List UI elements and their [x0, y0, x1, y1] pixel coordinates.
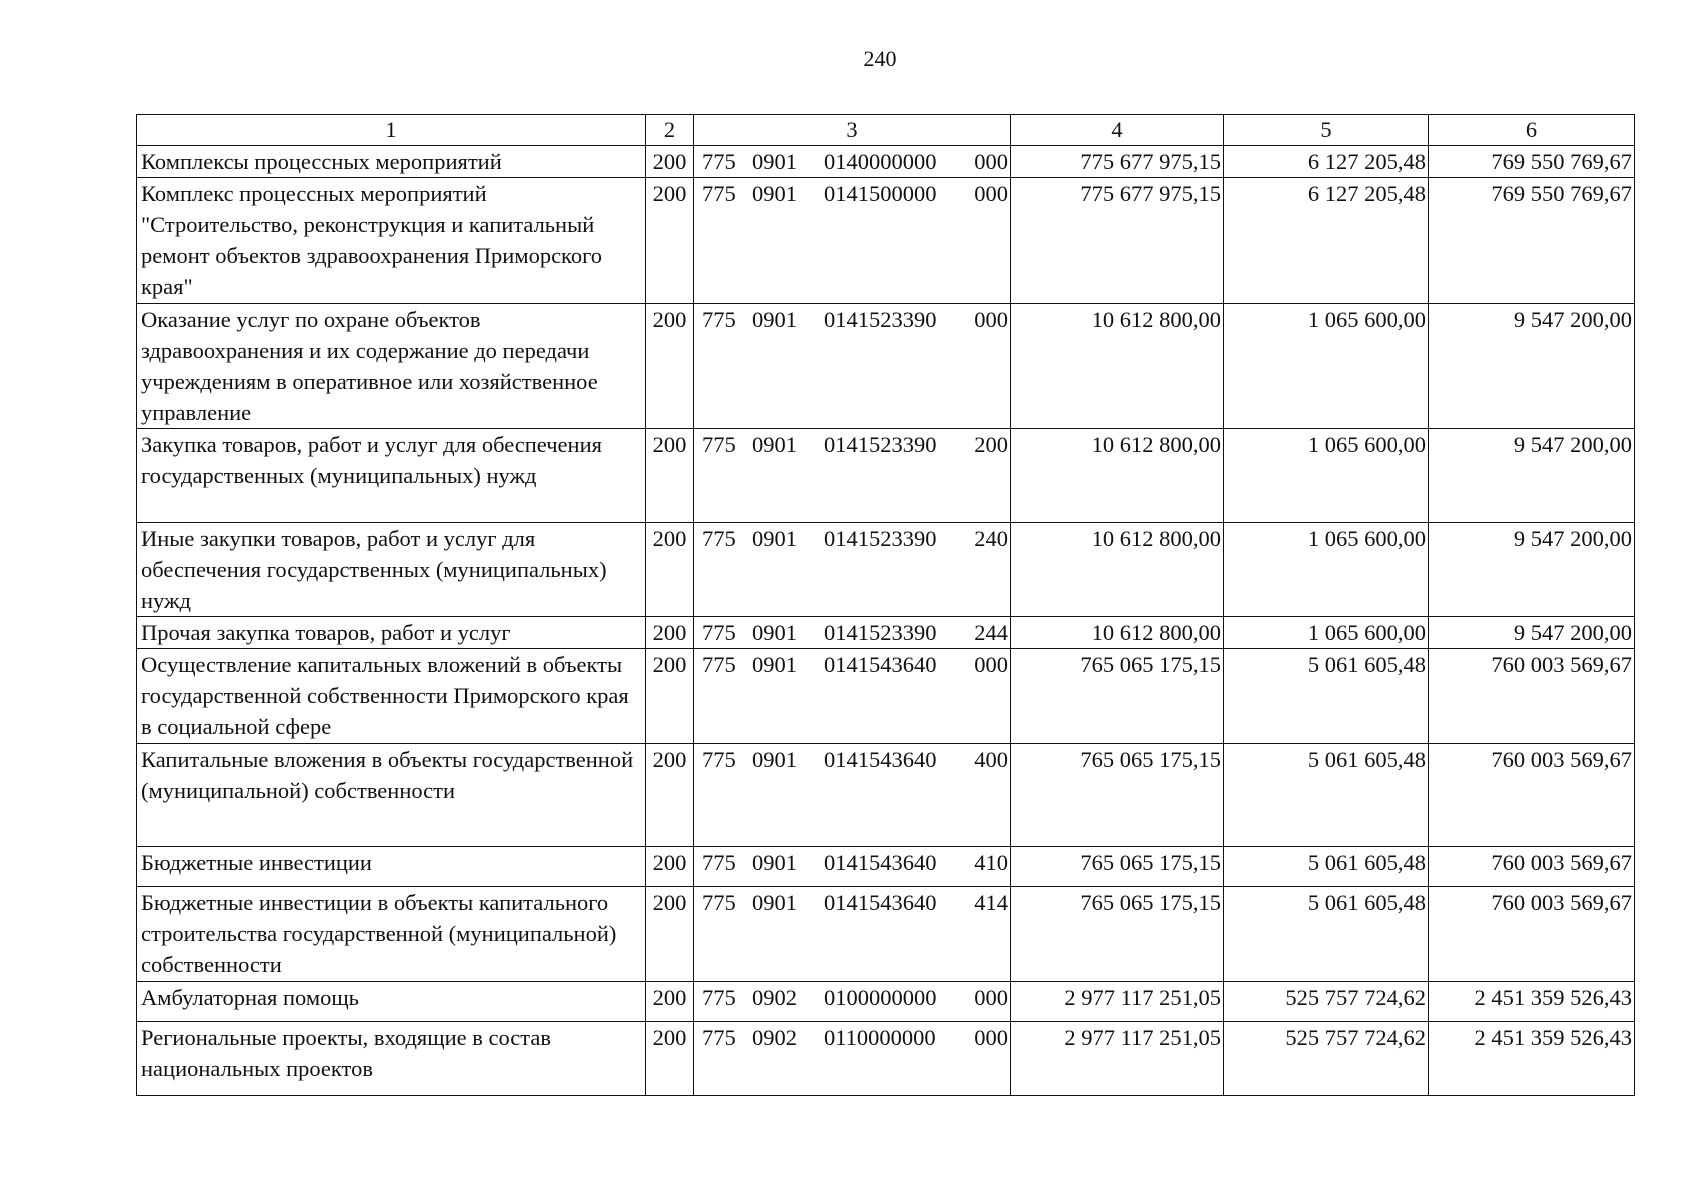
row-col6: 760 003 569,67 — [1429, 649, 1635, 744]
row-name: Капитальные вложения в объекты государственной (муниципальной) собственности — [137, 744, 646, 847]
row-name: Региональные проекты, входящие в состав национальных проектов — [137, 1022, 646, 1096]
row-col5: 525 757 724,62 — [1224, 1022, 1429, 1096]
row-col6: 769 550 769,67 — [1429, 178, 1635, 304]
code-a: 775 — [702, 985, 736, 1010]
page-number: 240 — [863, 46, 897, 71]
row-col5: 525 757 724,62 — [1224, 982, 1429, 1022]
code-a: 775 — [702, 149, 736, 174]
row-col6: 2 451 359 526,43 — [1429, 982, 1635, 1022]
row-col4: 765 065 175,15 — [1011, 744, 1224, 847]
header-cell: 2 — [646, 115, 694, 146]
row-col5: 1 065 600,00 — [1224, 523, 1429, 617]
row-codes — [694, 982, 1011, 1022]
row-col2: 200 — [646, 178, 694, 304]
row-col5: 5 061 605,48 — [1224, 887, 1429, 982]
code-c: 0141500000 — [824, 181, 937, 206]
code-c: 0141523390 — [824, 307, 937, 332]
code-c: 0110000000 — [824, 1025, 936, 1050]
code-d: 000 — [974, 149, 1008, 174]
header-cell: 4 — [1011, 115, 1224, 146]
code-d: 000 — [974, 307, 1008, 332]
row-col4: 2 977 117 251,05 — [1011, 1022, 1224, 1096]
row-col2: 200 — [646, 617, 694, 649]
table-row — [137, 649, 1635, 744]
row-col2: 200 — [646, 982, 694, 1022]
code-b: 0901 — [752, 850, 797, 875]
header-cell: 3 — [694, 115, 1011, 146]
header-row — [137, 115, 1635, 146]
code-c: 0141523390 — [824, 526, 937, 551]
code-a: 775 — [702, 181, 736, 206]
row-col6: 9 547 200,00 — [1429, 523, 1635, 617]
code-d: 000 — [974, 985, 1008, 1010]
row-col5: 1 065 600,00 — [1224, 304, 1429, 429]
row-col5: 6 127 205,48 — [1224, 178, 1429, 304]
row-col6: 9 547 200,00 — [1429, 429, 1635, 523]
code-b: 0902 — [752, 1025, 797, 1050]
row-col2: 200 — [646, 304, 694, 429]
row-codes — [694, 847, 1011, 887]
row-col5: 1 065 600,00 — [1224, 429, 1429, 523]
code-a: 775 — [702, 432, 736, 457]
code-b: 0902 — [752, 985, 797, 1010]
row-col2: 200 — [646, 1022, 694, 1096]
code-a: 775 — [702, 652, 736, 677]
code-c: 0140000000 — [824, 149, 937, 174]
row-col5: 5 061 605,48 — [1224, 744, 1429, 847]
row-codes — [694, 617, 1011, 649]
table-row — [137, 744, 1635, 847]
row-col6: 760 003 569,67 — [1429, 744, 1635, 847]
code-b: 0901 — [752, 149, 797, 174]
table-row — [137, 982, 1635, 1022]
row-name: Иные закупки товаров, работ и услуг для обеспечения государственных (муниципальных) нужд — [137, 523, 646, 617]
code-a: 775 — [702, 526, 736, 551]
row-codes — [694, 744, 1011, 847]
code-c: 0141523390 — [824, 620, 937, 645]
code-d: 400 — [974, 747, 1008, 772]
row-col2: 200 — [646, 649, 694, 744]
row-codes — [694, 649, 1011, 744]
row-col2: 200 — [646, 887, 694, 982]
row-col4: 765 065 175,15 — [1011, 847, 1224, 887]
code-a: 775 — [702, 850, 736, 875]
row-codes — [694, 304, 1011, 429]
code-b: 0901 — [752, 652, 797, 677]
code-a: 775 — [702, 307, 736, 332]
row-col4: 775 677 975,15 — [1011, 178, 1224, 304]
code-b: 0901 — [752, 747, 797, 772]
header-cell: 5 — [1224, 115, 1429, 146]
code-a: 775 — [702, 1025, 736, 1050]
row-name: Закупка товаров, работ и услуг для обеспечения государственных (муниципальных) нужд — [137, 429, 646, 523]
table-row — [137, 523, 1635, 617]
table-row — [137, 847, 1635, 887]
row-col4: 10 612 800,00 — [1011, 429, 1224, 523]
row-col4: 10 612 800,00 — [1011, 617, 1224, 649]
code-b: 0901 — [752, 432, 797, 457]
code-d: 410 — [974, 850, 1008, 875]
table-row — [137, 146, 1635, 178]
code-b: 0901 — [752, 890, 797, 915]
row-name: Осуществление капитальных вложений в объекты государственной собственности Приморского края в социальной сфере — [137, 649, 646, 744]
code-c: 0100000000 — [824, 985, 937, 1010]
row-name: Бюджетные инвестиции в объекты капитального строительства государственной (муниципальной) собственности — [137, 887, 646, 982]
code-c: 0141543640 — [824, 850, 937, 875]
table-row — [137, 304, 1635, 429]
row-col6: 760 003 569,67 — [1429, 847, 1635, 887]
code-b: 0901 — [752, 620, 797, 645]
row-col4: 765 065 175,15 — [1011, 649, 1224, 744]
row-col6: 2 451 359 526,43 — [1429, 1022, 1635, 1096]
row-col4: 2 977 117 251,05 — [1011, 982, 1224, 1022]
code-b: 0901 — [752, 307, 797, 332]
row-codes — [694, 429, 1011, 523]
row-name: Оказание услуг по охране объектов здравоохранения и их содержание до передачи учреждениям в оперативное или хозяйственное управление — [137, 304, 646, 429]
row-name: Амбулаторная помощь — [137, 982, 646, 1022]
row-col6: 9 547 200,00 — [1429, 304, 1635, 429]
row-codes — [694, 523, 1011, 617]
row-col4: 10 612 800,00 — [1011, 304, 1224, 429]
row-col2: 200 — [646, 847, 694, 887]
code-c: 0141543640 — [824, 652, 937, 677]
code-d: 200 — [974, 432, 1008, 457]
budget-table — [136, 114, 1635, 1096]
code-d: 414 — [974, 890, 1008, 915]
row-name: Комплексы процессных мероприятий — [137, 146, 646, 178]
row-col5: 5 061 605,48 — [1224, 847, 1429, 887]
row-col4: 765 065 175,15 — [1011, 887, 1224, 982]
code-d: 240 — [974, 526, 1008, 551]
table-row — [137, 429, 1635, 523]
row-col5: 6 127 205,48 — [1224, 146, 1429, 178]
row-name: Прочая закупка товаров, работ и услуг — [137, 617, 646, 649]
table-row — [137, 1022, 1635, 1096]
row-col6: 769 550 769,67 — [1429, 146, 1635, 178]
table-row — [137, 178, 1635, 304]
code-b: 0901 — [752, 181, 797, 206]
row-col2: 200 — [646, 146, 694, 178]
code-d: 000 — [974, 652, 1008, 677]
code-c: 0141543640 — [824, 890, 937, 915]
row-codes — [694, 178, 1011, 304]
row-codes — [694, 1022, 1011, 1096]
code-d: 244 — [974, 620, 1008, 645]
code-a: 775 — [702, 620, 736, 645]
code-a: 775 — [702, 747, 736, 772]
row-name: Бюджетные инвестиции — [137, 847, 646, 887]
table-row — [137, 887, 1635, 982]
code-c: 0141523390 — [824, 432, 937, 457]
row-col2: 200 — [646, 523, 694, 617]
row-col2: 200 — [646, 744, 694, 847]
row-codes — [694, 146, 1011, 178]
header-cell: 1 — [137, 115, 646, 146]
row-col5: 1 065 600,00 — [1224, 617, 1429, 649]
code-c: 0141543640 — [824, 747, 937, 772]
header-cell: 6 — [1429, 115, 1635, 146]
row-col2: 200 — [646, 429, 694, 523]
row-codes — [694, 887, 1011, 982]
row-name: Комплекс процессных мероприятий "Строительство, реконструкция и капитальный ремонт объектов здравоохранения Приморского края" — [137, 178, 646, 304]
row-col6: 760 003 569,67 — [1429, 887, 1635, 982]
code-a: 775 — [702, 890, 736, 915]
code-b: 0901 — [752, 526, 797, 551]
table-row — [137, 617, 1635, 649]
row-col5: 5 061 605,48 — [1224, 649, 1429, 744]
code-d: 000 — [974, 181, 1008, 206]
row-col6: 9 547 200,00 — [1429, 617, 1635, 649]
code-d: 000 — [974, 1025, 1008, 1050]
row-col4: 775 677 975,15 — [1011, 146, 1224, 178]
row-col4: 10 612 800,00 — [1011, 523, 1224, 617]
